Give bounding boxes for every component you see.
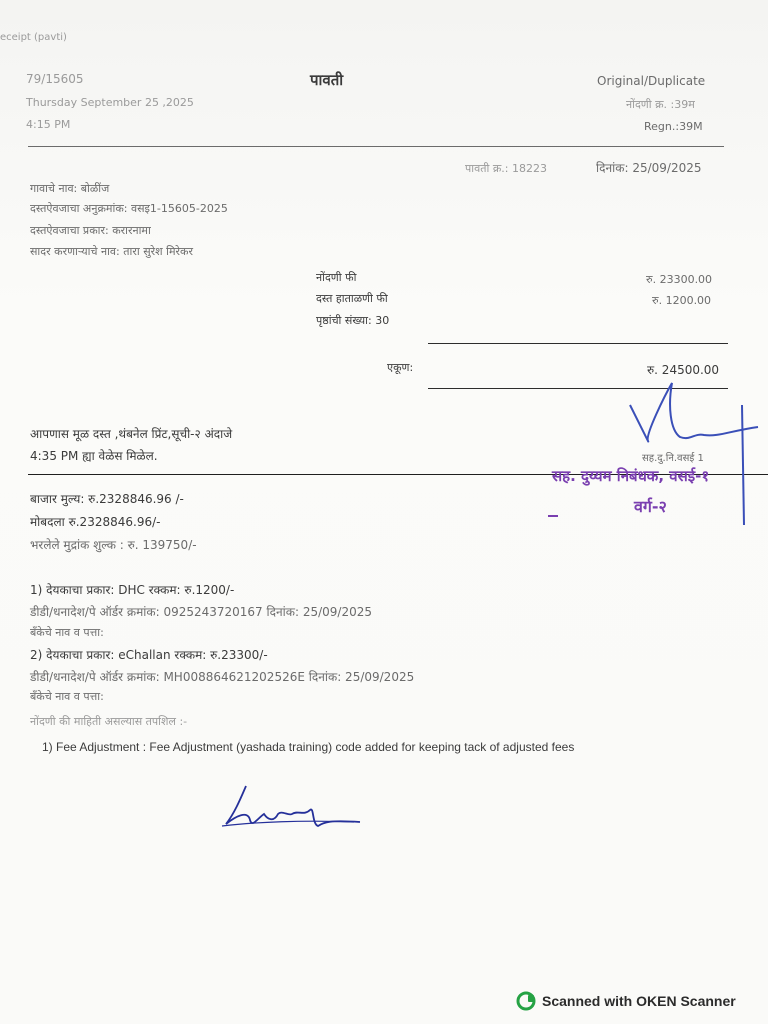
document-reference: 79/15605 bbox=[26, 72, 84, 86]
total-rule-top bbox=[428, 343, 728, 344]
stamp-dash bbox=[548, 515, 558, 517]
time-line: 4:15 PM bbox=[26, 118, 71, 131]
oken-scanner-icon bbox=[516, 991, 536, 1011]
fee-label-registration: नोंदणी फी bbox=[316, 271, 357, 284]
payment-1-order: डीडी/धनादेश/पे ऑर्डर क्रमांक: 0925243720167 दिनांक: 25/09/2025 bbox=[30, 605, 372, 619]
receipt-date: दिनांक: 25/09/2025 bbox=[596, 161, 702, 175]
payment-2-order: डीडी/धनादेश/पे ऑर्डर क्रमांक: MH008864621202526E दिनांक: 25/09/2025 bbox=[30, 670, 415, 684]
payment-2-type: 2) देयकाचा प्रकार: eChallan रक्कम: रु.23300/- bbox=[30, 648, 268, 662]
document-serial: दस्तऐवजाचा अनुक्रमांक: वसइ1-15605-2025 bbox=[30, 202, 228, 215]
registration-number-marathi: नोंदणी क्र. :39म bbox=[626, 98, 695, 111]
presenter-signature bbox=[214, 780, 364, 840]
payment-1-type: 1) देयकाचा प्रकार: DHC रक्कम: रु.1200/- bbox=[30, 583, 235, 597]
copy-type-label: Original/Duplicate bbox=[597, 74, 706, 88]
presenter-name: सादर करणाऱ्याचे नाव: तारा सुरेश मिरेकर bbox=[30, 245, 193, 258]
date-line: Thursday September 25 ,2025 bbox=[26, 96, 194, 109]
consideration-amount: मोबदला रु.2328846.96/- bbox=[30, 515, 161, 529]
payment-1-bank: बँकेचे नाव व पत्ता: bbox=[30, 626, 104, 639]
village-name: गावाचे नाव: बोळींज bbox=[30, 182, 110, 195]
total-amount: रु. 24500.00 bbox=[647, 363, 720, 377]
registration-number: Regn.:39M bbox=[644, 120, 703, 133]
collection-notice-line1: आपणास मूळ दस्त ,थंबनेल प्रिंट,सूची-२ अंदाजे bbox=[30, 427, 233, 441]
fee-amount-handling: रु. 1200.00 bbox=[652, 294, 712, 307]
fee-amount-registration: रु. 23300.00 bbox=[646, 273, 713, 286]
collection-notice-line2: 4:35 PM ह्या वेळेस मिळेल. bbox=[30, 449, 158, 463]
stamp-office-code: सह.दु.नि.वसई 1 bbox=[642, 453, 704, 464]
document-type: दस्तऐवजाचा प्रकार: करारनामा bbox=[30, 224, 151, 237]
payment-2-bank: बँकेचे नाव व पत्ता: bbox=[30, 690, 104, 703]
page-count: पृष्ठांची संख्या: 30 bbox=[316, 314, 390, 327]
scanner-watermark bbox=[516, 991, 736, 1011]
remarks-heading: नोंदणी की माहिती असल्यास तपशिल :- bbox=[30, 715, 188, 728]
stamp-office-class: वर्ग-२ bbox=[634, 497, 667, 516]
receipt-number: पावती क्र.: 18223 bbox=[465, 162, 547, 175]
page-title: पावती bbox=[310, 71, 344, 89]
scanner-text: Scanned with OKEN Scanner bbox=[542, 993, 736, 1009]
stamp-duty-paid: भरलेले मुद्रांक शुल्क : रु. 139750/- bbox=[30, 538, 197, 552]
header-divider bbox=[28, 146, 724, 147]
corner-label: eceipt (pavti) bbox=[0, 32, 67, 43]
fee-label-handling: दस्त हाताळणी फी bbox=[316, 292, 388, 305]
total-label: एकूण: bbox=[387, 361, 414, 374]
fee-adjustment-remark: 1) Fee Adjustment : Fee Adjustment (yashada training) code added for keeping tack of adjusted fees bbox=[42, 740, 575, 754]
stamp-office-title: सह. दुय्यम निबंधक, वसई-१ bbox=[552, 467, 710, 485]
market-value: बाजार मुल्य: रु.2328846.96 /- bbox=[30, 492, 184, 506]
